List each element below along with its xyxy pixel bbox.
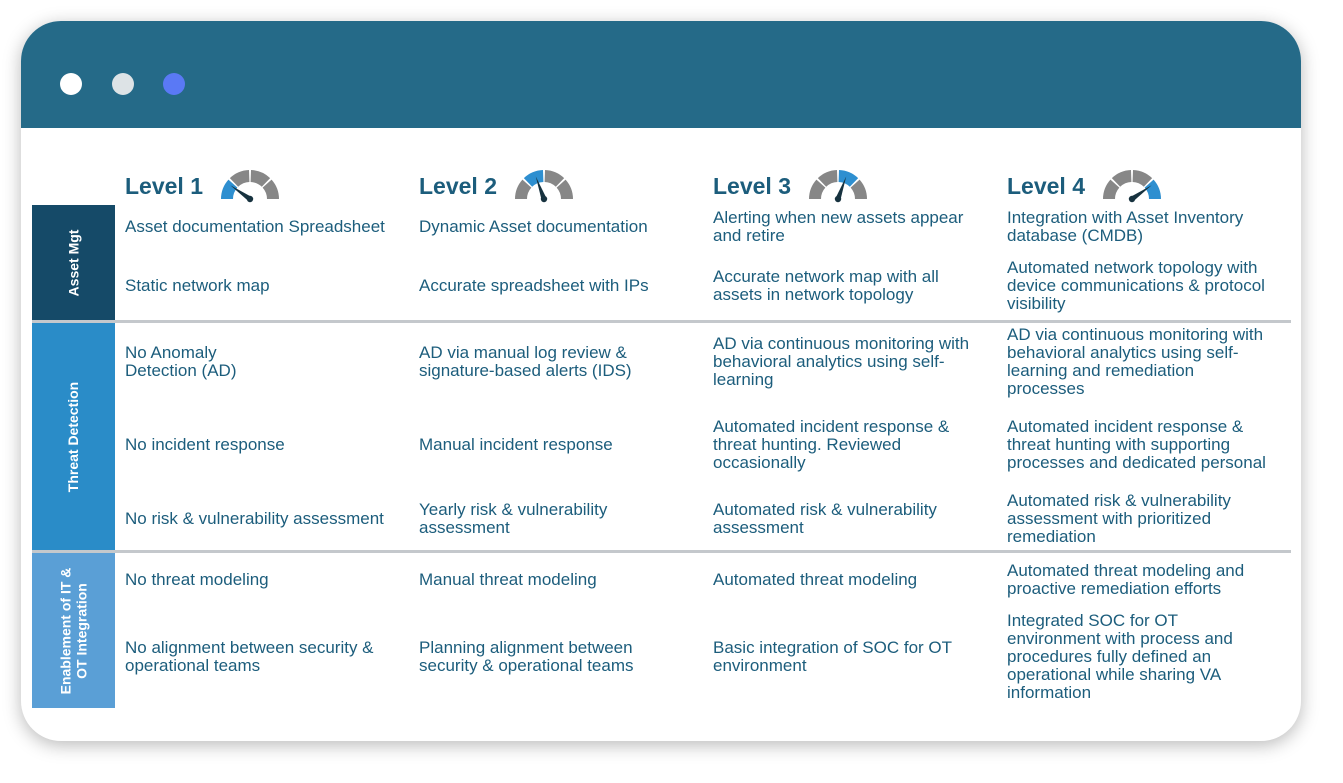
cell-threat-1-level-3: AD via continuous monitoring with behavioral analytics using self- learning (713, 334, 970, 389)
cell-enable-2-level-2: Planning alignment between security & operational teams (419, 638, 634, 675)
gauge-icon (805, 169, 871, 203)
cell-threat-3-level-1: No risk & vulnerability assessment (125, 509, 384, 528)
cell-threat-3-level-2: Yearly risk & vulnerability assessment (419, 500, 608, 537)
window-titlebar (21, 21, 1301, 128)
cell-enable-2-level-4: Integrated SOC for OT environment with process and procedures fully defined an operational while sharing VA information (1007, 611, 1233, 702)
window-dot-blue[interactable] (163, 73, 185, 95)
cell-asset-2-level-4: Automated network topology with device communications & protocol visibility (1007, 258, 1265, 313)
cell-threat-2-level-2: Manual incident response (419, 435, 613, 454)
section-label: Threat Detection (65, 381, 82, 493)
cell-asset-1-level-2: Dynamic Asset documentation (419, 217, 648, 236)
level-4-header (1007, 166, 1165, 206)
level-2-header (419, 166, 577, 206)
section-label: Asset Mgt (65, 229, 82, 297)
gauge-icon (217, 169, 283, 203)
cell-enable-1-level-4: Automated threat modeling and proactive remediation efforts (1007, 561, 1245, 598)
level-1-header (125, 166, 283, 206)
cell-enable-1-level-1: No threat modeling (125, 570, 269, 589)
level-3-header (713, 166, 871, 206)
gauge-icon (1099, 169, 1165, 203)
window-dot-white[interactable] (60, 73, 82, 95)
cell-asset-1-level-3: Alerting when new assets appear and retire (713, 208, 964, 245)
section-label: Enablement of IT & OT Integration (57, 567, 90, 694)
section-asset-mgt-label (32, 205, 115, 321)
cell-enable-2-level-1: No alignment between security & operational teams (125, 638, 374, 675)
cell-asset-2-level-2: Accurate spreadsheet with IPs (419, 276, 649, 295)
section-threat-detection-label (32, 323, 115, 551)
section-divider (32, 320, 1291, 323)
cell-threat-3-level-4: Automated risk & vulnerability assessment with prioritized remediation (1007, 491, 1231, 546)
gauge-icon (511, 169, 577, 203)
gauge-hub (835, 196, 841, 202)
cell-enable-1-level-2: Manual threat modeling (419, 570, 597, 589)
cell-asset-2-level-3: Accurate network map with all assets in network topology (713, 267, 939, 304)
cell-asset-1-level-1: Asset documentation Spreadsheet (125, 217, 385, 236)
browser-window (21, 21, 1301, 741)
section-divider (32, 550, 1291, 553)
cell-enable-2-level-3: Basic integration of SOC for OT environment (713, 638, 953, 675)
cell-asset-1-level-4: Integration with Asset Inventory database (CMDB) (1007, 208, 1244, 245)
level-3-title: Level 3 (713, 172, 791, 199)
gauge-hub (541, 196, 547, 202)
cell-threat-3-level-3: Automated risk & vulnerability assessment (713, 500, 937, 537)
cell-threat-2-level-1: No incident response (125, 435, 285, 454)
window-dot-light[interactable] (112, 73, 134, 95)
level-1-title: Level 1 (125, 172, 203, 199)
cell-enable-1-level-3: Automated threat modeling (713, 570, 918, 589)
cell-threat-1-level-1: No Anomaly Detection (AD) (125, 343, 237, 380)
cell-asset-2-level-1: Static network map (125, 276, 270, 295)
cell-threat-2-level-3: Automated incident response & threat hunting. Reviewed occasionally (713, 417, 950, 472)
level-4-title: Level 4 (1007, 172, 1085, 199)
cell-threat-1-level-4: AD via continuous monitoring with behavioral analytics using self- learning and remediation processes (1007, 325, 1264, 398)
cell-threat-1-level-2: AD via manual log review & signature-based alerts (IDS) (419, 343, 632, 380)
gauge-hub (247, 196, 253, 202)
section-enablement-label (32, 553, 115, 708)
level-2-title: Level 2 (419, 172, 497, 199)
gauge-hub (1129, 196, 1135, 202)
cell-threat-2-level-4: Automated incident response & threat hunting with supporting processes and dedicated personal (1007, 417, 1266, 472)
